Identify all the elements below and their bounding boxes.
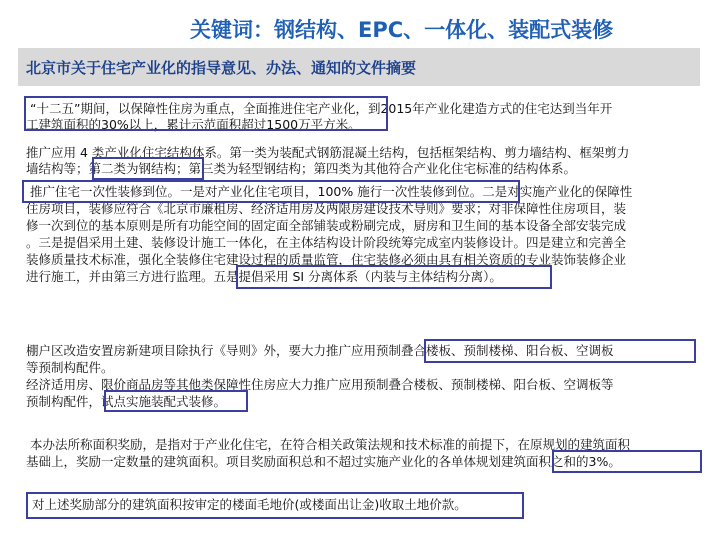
paragraph-4-line-3: 经济适用房、限价商品房等其他类保障性住房应大力推广应用预制叠合楼板、预制楼梯、阳台板、空调板等 xyxy=(26,377,614,392)
paragraph-3-line-2: 住房项目，装修应符合《北京市廉租房、经济适用房及两限房建设技术导则》要求；对非保障性住房项目，装 xyxy=(26,201,627,216)
paragraph-2-line-2: 墙结构等；第二类为钢结构；第三类为轻型钢结构；第四类为其他符合产业化住宅标准的结构体系。 xyxy=(26,161,577,176)
paragraph-4-line-1: 棚户区改造安置房新建项目除执行《导则》外，要大力推广应用预制叠合楼板、预制楼梯、阳台板、空调板 xyxy=(26,343,614,358)
paragraph-3-line-3: 修一次到位的基本原则是所有功能空间的固定面全部铺装或粉刷完成，厨房和卫生间的基本设备全部安装完成 xyxy=(26,218,627,233)
paragraph-5-line-1: 本办法所称面积奖励，是指对于产业化住宅，在符合相关政策法规和技术标准的前提下，在原规划的建筑面积 xyxy=(30,437,631,452)
paragraph-3-line-4: 。三是提倡采用土建、装修设计施工一体化，在主体结构设计阶段统筹完成室内装修设计。四是建立和完善全 xyxy=(26,235,627,250)
paragraph-1-line-2: 工建筑面积的30%以上，累计示范面积超过1500万平方米。 xyxy=(26,117,361,132)
paragraph-4-line-2: 等预制构配件。 xyxy=(26,360,114,375)
paragraph-4-line-4: 预制构配件，试点实施装配式装修。 xyxy=(26,394,227,409)
page-title: 关键词：钢结构、EPC、一体化、装配式装修 xyxy=(190,18,614,42)
paragraph-3-line-5: 装修质量技术标准，强化全装修住宅建设过程的质量监管，住宅装修必须由具有相关资质的专业装饰装修企业 xyxy=(26,252,627,267)
paragraph-2-line-1: 推广应用 4 类产业化住宅结构体系。第一类为装配式钢筋混凝土结构，包括框架结构、剪力墙结构、框架剪力 xyxy=(26,145,630,160)
section-banner xyxy=(18,48,700,86)
paragraph-5-line-2: 基础上，奖励一定数量的建筑面积。项目奖励面积总和不超过实施产业化的各单体规划建筑面积之和的3%。 xyxy=(26,454,621,469)
banner-title: 北京市关于住宅产业化的指导意见、办法、通知的文件摘要 xyxy=(26,59,417,77)
paragraph-3-line-6: 进行施工，并由第三方进行监理。五是提倡采用 SI 分离体系（内装与主体结构分离）。 xyxy=(26,269,502,284)
paragraph-3-line-1: 推广住宅一次性装修到位。一是对产业化住宅项目，100% 施行一次性装修到位。二是对实施产业化的保障性 xyxy=(30,184,633,199)
paragraph-1-line-1: “十二五”期间，以保障性住房为重点，全面推进住宅产业化，到2015年产业化建造方式的住宅达到当年开 xyxy=(30,101,613,116)
paragraph-6-line-1: 对上述奖励部分的建筑面积按审定的楼面毛地价(或楼面出让金)收取土地价款。 xyxy=(32,497,467,512)
